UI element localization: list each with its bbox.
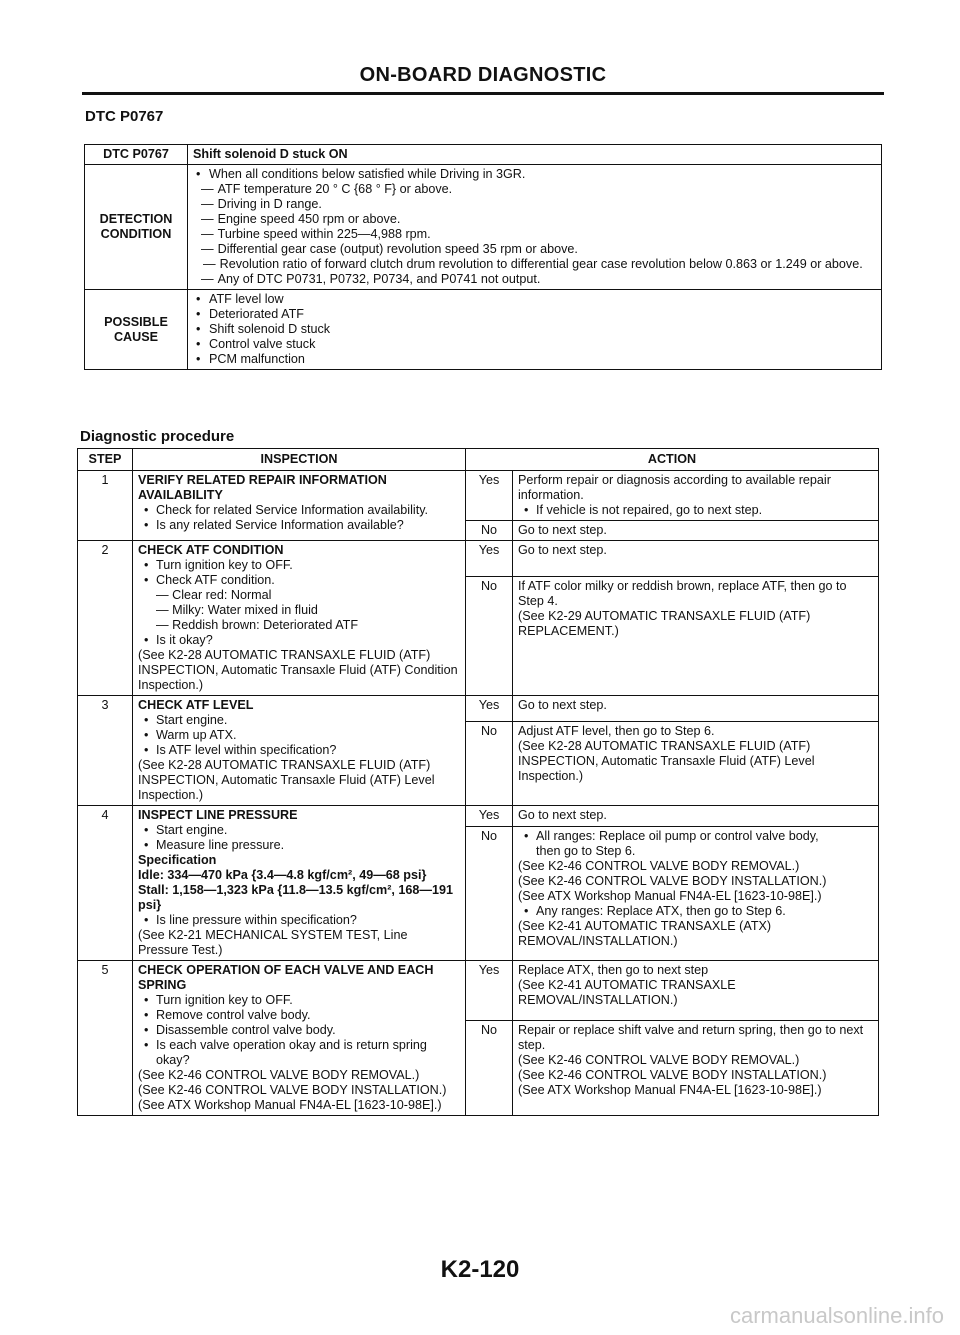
- action-line: (See K2-46 CONTROL VALVE BODY REMOVAL.): [518, 859, 800, 874]
- inspection-line: — Reddish brown: Deteriorated ATF: [156, 618, 359, 632]
- detection-conditions: [188, 165, 882, 290]
- cause-list: [193, 292, 876, 367]
- dtc-summary-table: [84, 144, 882, 370]
- detection-text: When all conditions below satisfied while Driving in 3GR.: [209, 167, 526, 181]
- detection-text: Revolution ratio of forward clutch drum revolution to differential gear case revolution below 0.863 or 1.249 or above.: [219, 257, 863, 271]
- dash-marker: —: [203, 257, 216, 271]
- action-line: Go to next step.: [518, 808, 607, 822]
- no-label: No: [466, 521, 513, 541]
- action-line: Perform repair or diagnosis according to available repair information.: [518, 473, 831, 502]
- action-line: (See K2-46 CONTROL VALVE BODY INSTALLATION.): [518, 1067, 827, 1082]
- step-column-header: STEP: [78, 449, 133, 471]
- inspection-line: • Is each valve operation okay and is return spring okay?: [138, 1038, 460, 1068]
- inspection-line: • Turn ignition key to OFF.: [138, 993, 460, 1008]
- step-number: 1: [78, 471, 133, 541]
- cause-item: • PCM malfunction: [193, 352, 876, 367]
- yes-label: Yes: [466, 806, 513, 827]
- step-title: INSPECT LINE PRESSURE: [138, 808, 298, 822]
- dash-marker: —: [201, 182, 214, 196]
- inspection-cell: [133, 471, 466, 541]
- inspection-line: (See ATX Workshop Manual FN4A-EL [1623-10-98E].): [138, 1098, 442, 1112]
- procedure-heading: Diagnostic procedure: [80, 428, 235, 445]
- action-line: (See K2-46 CONTROL VALVE BODY INSTALLATION.): [518, 874, 827, 889]
- procedure-header-row: [78, 449, 879, 471]
- inspection-line: • Start engine.: [138, 713, 460, 728]
- page-title: ON-BOARD DIAGNOSTIC: [359, 64, 607, 86]
- detection-item: [193, 182, 876, 197]
- detection-text: Any of DTC P0731, P0732, P0734, and P0741 not output.: [217, 272, 541, 286]
- inspection-line: • Check ATF condition.: [138, 573, 460, 588]
- possible-causes: [188, 290, 882, 370]
- inspection-line: • Is it okay?: [138, 633, 460, 648]
- procedure-row: [78, 541, 879, 577]
- cause-label: POSSIBLE CAUSE: [85, 290, 188, 370]
- no-action: [513, 1020, 879, 1115]
- inspection-line: • Is ATF level within specification?: [138, 743, 460, 758]
- yes-action: [513, 471, 879, 521]
- action-line: (See K2-28 AUTOMATIC TRANSAXLE FLUID (ATF) INSPECTION, Automatic Transaxle Fluid (ATF) Level Inspection.): [518, 738, 815, 783]
- procedure-row: [78, 471, 879, 521]
- step-number: 4: [78, 806, 133, 961]
- dash-marker: —: [201, 197, 214, 211]
- no-label: No: [466, 721, 513, 805]
- page-number: K2-120: [440, 1256, 520, 1283]
- inspection-line: • Warm up ATX.: [138, 728, 460, 743]
- inspection-line: • Measure line pressure.: [138, 838, 460, 853]
- no-action: [513, 721, 879, 805]
- procedure-body: [78, 471, 879, 1116]
- cause-item: • Deteriorated ATF: [193, 307, 876, 322]
- detection-row: [85, 165, 882, 290]
- yes-action: [513, 961, 879, 1021]
- action-line: (See ATX Workshop Manual FN4A-EL [1623-10-98E].): [518, 1082, 822, 1097]
- inspection-line: Idle: 334—470 kPa {3.4—4.8 kgf/cm², 49—68 psi}: [138, 868, 427, 882]
- yes-action: [513, 541, 879, 577]
- inspection-cell: [133, 961, 466, 1116]
- step-title: CHECK OPERATION OF EACH VALVE AND EACH SPRING: [138, 963, 434, 992]
- detection-item: [193, 167, 876, 182]
- detection-item: [193, 272, 876, 287]
- cause-item: • ATF level low: [193, 292, 876, 307]
- dtc-header-row: [85, 145, 882, 165]
- action-line: Replace ATX, then go to next step: [518, 963, 709, 977]
- step-title: VERIFY RELATED REPAIR INFORMATION AVAILABILITY: [138, 473, 387, 502]
- no-action: [513, 577, 879, 696]
- cause-row: [85, 290, 882, 370]
- detection-item: [193, 242, 876, 257]
- procedure-row: [78, 961, 879, 1021]
- inspection-line: (See K2-28 AUTOMATIC TRANSAXLE FLUID (ATF) INSPECTION, Automatic Transaxle Fluid (ATF) Condition Inspection.): [138, 648, 458, 692]
- detection-text: Turbine speed within 225—4,988 rpm.: [217, 227, 431, 241]
- detection-text: ATF temperature 20 ° C {68 ° F} or above.: [217, 182, 453, 196]
- yes-action: [513, 806, 879, 827]
- inspection-line: • Check for related Service Information availability.: [138, 503, 460, 518]
- no-action: [513, 827, 879, 961]
- procedure-row: [78, 696, 879, 722]
- inspection-line: • Is line pressure within specification?: [138, 913, 460, 928]
- step-number: 2: [78, 541, 133, 696]
- dtc-heading: DTC P0767: [85, 108, 164, 125]
- step-number: 5: [78, 961, 133, 1116]
- inspection-line: (See K2-46 CONTROL VALVE BODY INSTALLATION.): [138, 1083, 447, 1097]
- dash-marker: —: [201, 272, 214, 286]
- procedure-table: [77, 448, 879, 1116]
- no-label: No: [466, 577, 513, 696]
- action-line: Go to next step.: [518, 698, 607, 712]
- yes-label: Yes: [466, 541, 513, 577]
- inspection-line: • Is any related Service Information available?: [138, 518, 460, 533]
- inspection-line: (See K2-28 AUTOMATIC TRANSAXLE FLUID (ATF) INSPECTION, Automatic Transaxle Fluid (ATF) Level Inspection.): [138, 758, 435, 802]
- detection-text: Differential gear case (output) revolution speed 35 rpm or above.: [217, 242, 578, 256]
- detection-item: [193, 257, 876, 272]
- inspection-column-header: INSPECTION: [133, 449, 466, 471]
- dtc-code-cell: DTC P0767: [85, 145, 188, 165]
- inspection-line: — Milky: Water mixed in fluid: [156, 603, 318, 617]
- dtc-title-cell: Shift solenoid D stuck ON: [188, 145, 882, 165]
- detection-text: Driving in D range.: [217, 197, 322, 211]
- cause-item: • Control valve stuck: [193, 337, 876, 352]
- inspection-line: • Disassemble control valve body.: [138, 1023, 460, 1038]
- no-label: No: [466, 827, 513, 961]
- detection-label: DETECTION CONDITION: [85, 165, 188, 290]
- inspection-cell: [133, 696, 466, 806]
- action-line: Adjust ATF level, then go to Step 6.: [518, 723, 715, 738]
- action-line: (See K2-41 AUTOMATIC TRANSAXLE (ATX) REMOVAL/INSTALLATION.): [518, 919, 772, 949]
- yes-label: Yes: [466, 961, 513, 1021]
- step-title: CHECK ATF CONDITION: [138, 543, 284, 557]
- step-title: CHECK ATF LEVEL: [138, 698, 254, 712]
- no-action: [513, 521, 879, 541]
- inspection-line: Stall: 1,158—1,323 kPa {11.8—13.5 kgf/cm², 168—191 psi}: [138, 883, 454, 912]
- procedure-row: [78, 806, 879, 827]
- yes-action: [513, 696, 879, 722]
- action-column-header: ACTION: [466, 449, 879, 471]
- inspection-line: (See K2-46 CONTROL VALVE BODY REMOVAL.): [138, 1068, 420, 1082]
- cause-item: • Shift solenoid D stuck: [193, 322, 876, 337]
- action-line: then go to Step 6.: [536, 844, 636, 859]
- detection-item: [193, 227, 876, 242]
- inspection-cell: [133, 806, 466, 961]
- header-rule: [82, 92, 884, 95]
- inspection-line: — Clear red: Normal: [156, 588, 272, 602]
- dash-marker: —: [201, 212, 214, 226]
- action-line: Go to next step.: [518, 523, 607, 537]
- inspection-line: (See K2-21 MECHANICAL SYSTEM TEST, Line Pressure Test.): [138, 928, 408, 957]
- action-line: (See ATX Workshop Manual FN4A-EL [1623-10-98E].): [518, 889, 822, 904]
- action-line: • Any ranges: Replace ATX, then go to Step 6.: [518, 904, 873, 919]
- action-line: Go to next step.: [518, 543, 607, 557]
- detection-text: Engine speed 450 rpm or above.: [217, 212, 401, 226]
- inspection-cell: [133, 541, 466, 696]
- action-line: (See K2-29 AUTOMATIC TRANSAXLE FLUID (ATF) REPLACEMENT.): [518, 609, 811, 639]
- yes-label: Yes: [466, 471, 513, 521]
- yes-label: Yes: [466, 696, 513, 722]
- action-line: (See K2-46 CONTROL VALVE BODY REMOVAL.): [518, 1052, 800, 1067]
- detection-list: [193, 167, 876, 287]
- action-line: (See K2-41 AUTOMATIC TRANSAXLE REMOVAL/INSTALLATION.): [518, 978, 736, 1007]
- dash-marker: —: [201, 227, 214, 241]
- detection-item: [193, 197, 876, 212]
- no-label: No: [466, 1020, 513, 1115]
- inspection-line: • Remove control valve body.: [138, 1008, 460, 1023]
- dash-marker: —: [201, 242, 214, 256]
- watermark: carmanualsonline.info: [729, 1303, 944, 1328]
- inspection-line: Specification: [138, 853, 217, 867]
- step-number: 3: [78, 696, 133, 806]
- inspection-line: • Start engine.: [138, 823, 460, 838]
- action-line: Repair or replace shift valve and return spring, then go to next step.: [518, 1022, 864, 1052]
- detection-item: [193, 212, 876, 227]
- action-line: • If vehicle is not repaired, go to next step.: [518, 503, 873, 518]
- action-line: If ATF color milky or reddish brown, replace ATF, then go to Step 4.: [518, 579, 847, 609]
- inspection-line: • Turn ignition key to OFF.: [138, 558, 460, 573]
- action-line: • All ranges: Replace oil pump or control valve body,: [518, 829, 873, 844]
